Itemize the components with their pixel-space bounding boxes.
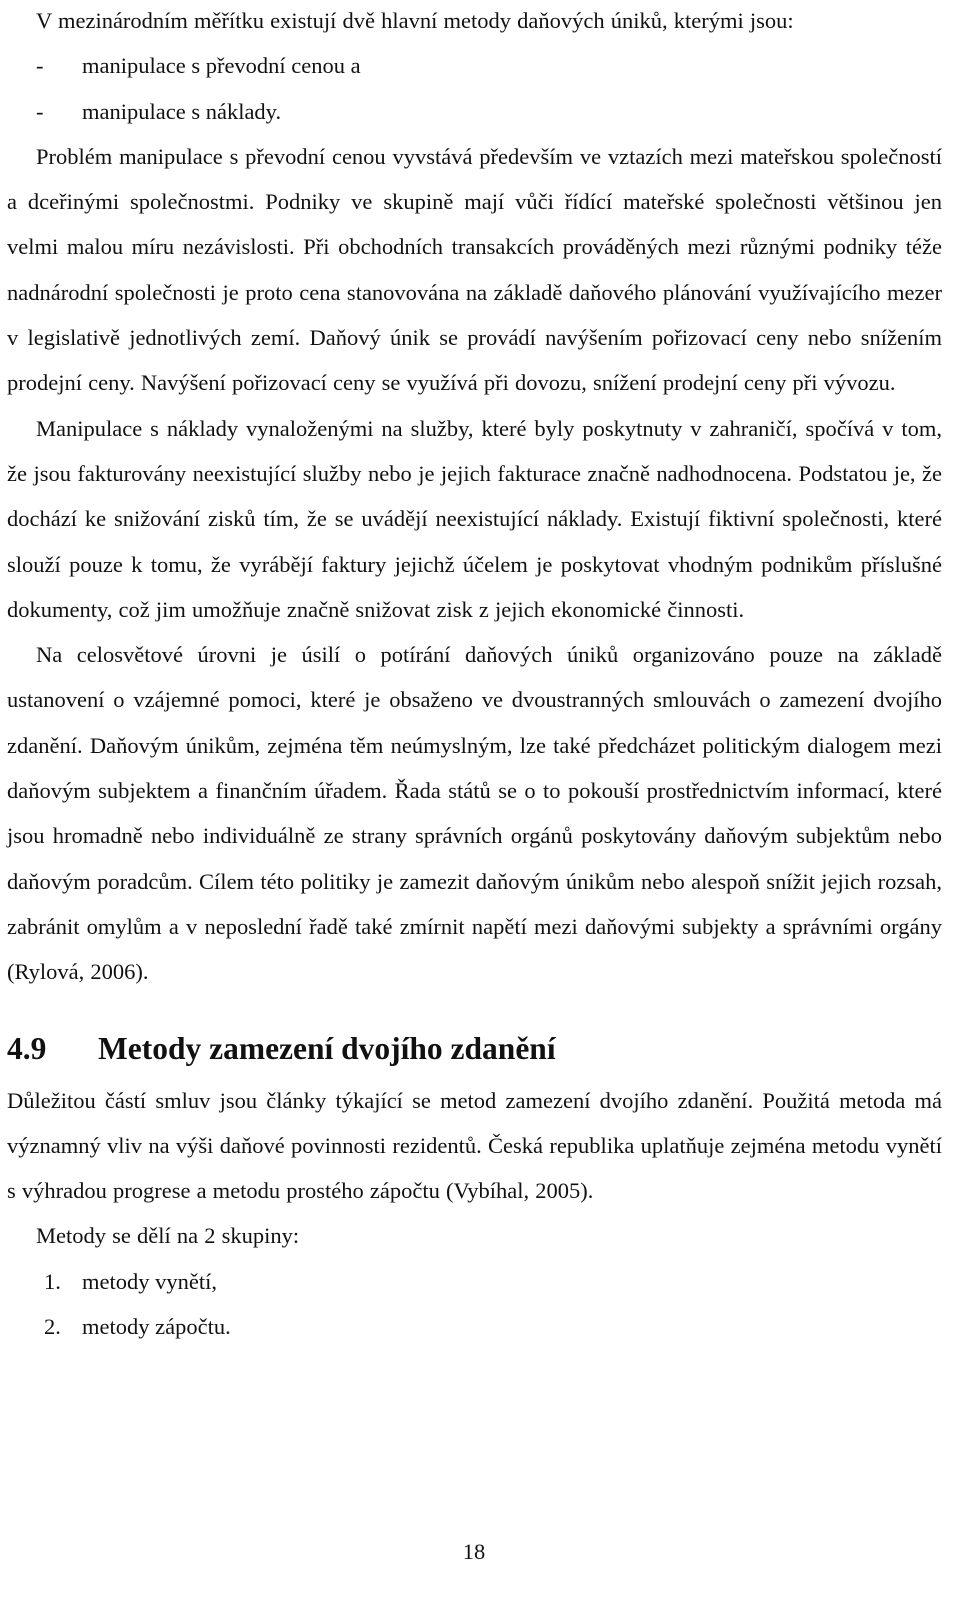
page-number: 18 [462,1539,486,1564]
list-marker: 2. [44,1314,61,1340]
list-item [7,89,942,134]
groups-intro: Metody se dělí na 2 skupiny: [36,1223,300,1249]
list-item [7,43,942,88]
list-item [7,1304,942,1349]
list-item-text: manipulace s převodní cenou a [82,53,361,79]
tax-evasion-methods-list [7,43,942,134]
section-paragraph: Důležitou částí smluv jsou články týkající se metod zamezení dvojího zdanění. Použitá metoda má významný vliv na výši daňové povinnosti rezidentů. Česká republika uplatňuje zejména metodu vynětí s výhradou progrese a metodu prostého zápočtu (Vybíhal, 2005). [7,1087,942,1204]
body-paragraph-global-efforts: Na celosvětové úrovni je úsilí o potírání daňových úniků organizováno pouze na základě ustanovení o vzájemné pomoci, které je obsaženo ve dvoustranných smlouvách o zamezení dvojího zdanění. Daňovým únikům, zejména těm neúmyslným, lze také předcházet politickým dialogem mezi daňovým subjektem a finančním úřadem. Řada států se o to pokouší prostřednictvím informací, které jsou hromadně nebo individuálně ze strany správních orgánů poskytovány daňovým subjektům nebo daňovým poradcům. Cílem této politiky je zamezit daňovým únikům nebo alespoň snížit jejich rozsah, zabránit omylům a v neposlední řadě také zmírnit napětí mezi daňovými subjekty a správními orgány (Rylová, 2006). [7,642,942,985]
intro-paragraph: V mezinárodním měřítku existují dvě hlavní metody daňových úniků, kterými jsou: [36,8,794,33]
section-heading [7,995,942,1078]
body-paragraph-transfer-pricing: Problém manipulace s převodní cenou vyvstává především ve vztazích mezi mateřskou společností a dceřinými společnostmi. Podniky ve skupině mají vůči řídící mateřské společnosti většinou jen velmi malou míru nezávislosti. Při obchodních transakcích prováděných mezi různými podniky téže nadnárodní společnosti je proto cena stanovována na základě daňového plánování využívajícího mezer v legislativě jednotlivých zemí. Daňový únik se provádí navýšením pořizovací ceny nebo snížením prodejní ceny. Navýšení pořizovací ceny se využívá při dovozu, snížení prodejní ceny při vývozu. [7,143,942,396]
list-marker: - [36,98,44,124]
section-number: 4.9 [7,1030,47,1066]
list-item-text: metody vynětí, [82,1268,217,1294]
body-paragraph-cost-manipulation: Manipulace s náklady vynaloženými na služby, které byly poskytnuty v zahraničí, spočívá v tom, že jsou fakturovány neexistující služby nebo je jejich fakturace značně nadhodnocena. Podstatou je, že dochází ke snižování zisků tím, že se uvádějí neexistující náklady. Existují fiktivní společnosti, které slouží pouze k tomu, že vyrábějí faktury jejichž účelem je poskytovat vhodným podnikům příslušné dokumenty, což jim umožňuje značně snižovat zisk z jejich ekonomické činnosti. [7,415,942,622]
method-groups-list [7,1259,942,1350]
list-item-text: metody zápočtu. [82,1314,231,1340]
list-marker: 1. [44,1268,61,1294]
list-item [7,1259,942,1304]
list-item-text: manipulace s náklady. [82,98,282,124]
document-page [7,0,942,1349]
section-title: Metody zamezení dvojího zdanění [98,1030,556,1066]
list-marker: - [36,53,44,79]
